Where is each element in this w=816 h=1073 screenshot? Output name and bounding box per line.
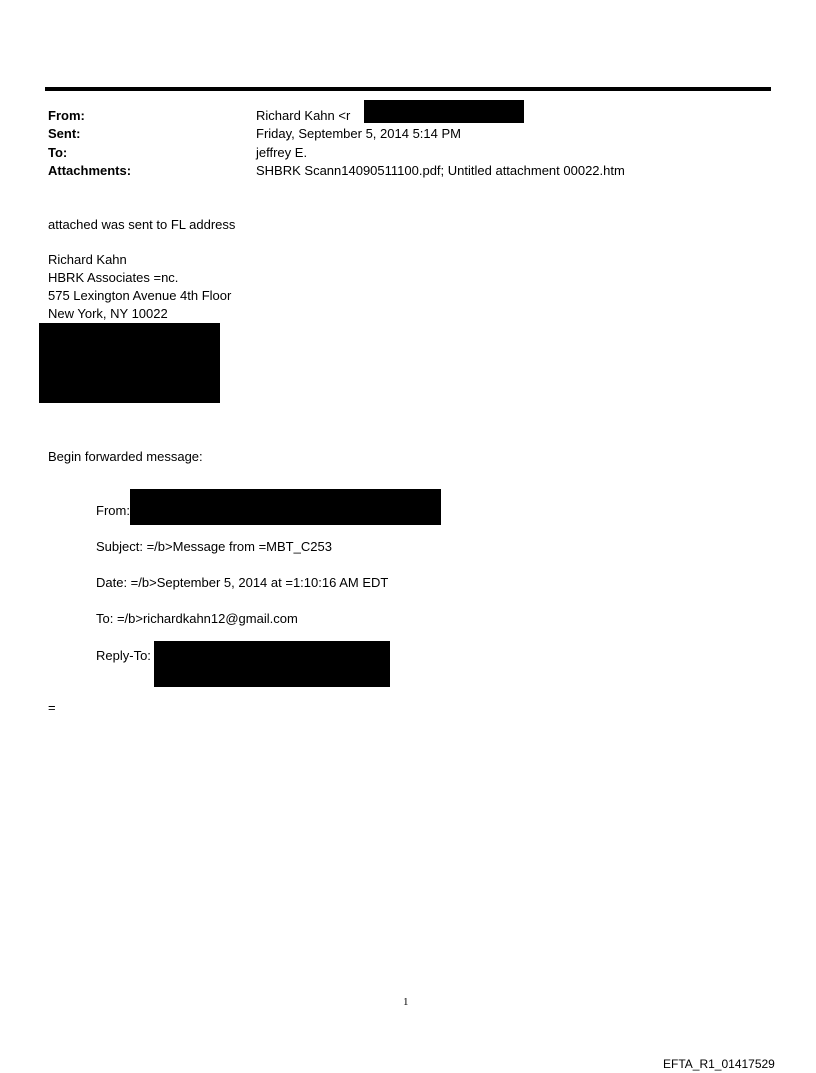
forwarded-to: To: =/b>richardkahn12@gmail.com xyxy=(96,611,298,626)
to-value: jeffrey E. xyxy=(256,145,308,160)
from-value: Richard Kahn <r xyxy=(256,108,351,123)
sent-label: Sent: xyxy=(48,126,81,141)
signature-company: HBRK Associates =nc. xyxy=(48,270,179,285)
redaction-box xyxy=(364,100,524,123)
forwarded-date: Date: =/b>September 5, 2014 at =1:10:16 AM EDT xyxy=(96,575,389,590)
bates-number: EFTA_R1_01417529 xyxy=(663,1057,775,1071)
forward-intro: Begin forwarded message: xyxy=(48,449,203,464)
page-number: 1 xyxy=(403,996,409,1008)
signature-address: 575 Lexington Avenue 4th Floor xyxy=(48,288,232,303)
signature-name: Richard Kahn xyxy=(48,252,127,267)
header-rule xyxy=(45,87,771,91)
forwarded-from-label: From: xyxy=(96,503,130,518)
redaction-box xyxy=(130,489,441,525)
redaction-box xyxy=(154,641,390,687)
trailing-char: = xyxy=(48,700,56,715)
attachments-value: SHBRK Scann14090511100.pdf; Untitled attachment 00022.htm xyxy=(256,163,625,178)
forwarded-subject: Subject: =/b>Message from =MBT_C253 xyxy=(96,539,332,554)
to-label: To: xyxy=(48,145,68,160)
signature-city: New York, NY 10022 xyxy=(48,306,168,321)
redaction-box xyxy=(39,323,220,403)
forwarded-reply-to-label: Reply-To: xyxy=(96,648,151,663)
body-intro: attached was sent to FL address xyxy=(48,217,236,232)
sent-value: Friday, September 5, 2014 5:14 PM xyxy=(256,126,461,141)
attachments-label: Attachments: xyxy=(48,163,132,178)
from-label: From: xyxy=(48,108,85,123)
